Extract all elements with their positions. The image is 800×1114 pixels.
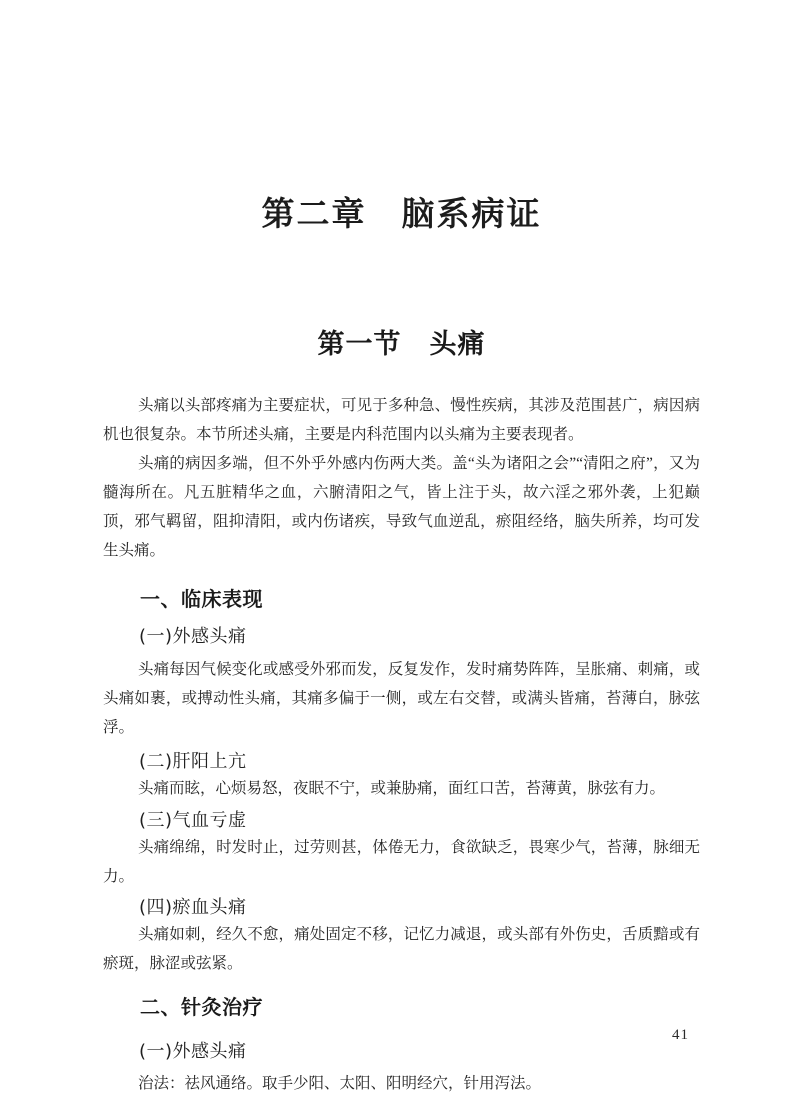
section-title: 第一节 头痛 — [317, 329, 486, 359]
paragraph-liver-yang-hyperactivity: 头痛而眩，心烦易怒，夜眠不宁，或兼胁痛，面红口苦，苔薄黄，脉弦有力。 — [138, 780, 666, 797]
page-number: 41 — [672, 1027, 689, 1043]
paragraph-exogenous-headache: 头痛每因气候变化或感受外邪而发，反复发作，发时痛势阵阵，呈胀痛、刺痛，或头痛如裹，或搏动性头痛，其痛多偏于一侧，或左右交替，或满头皆痛，苔薄白，脉弦浮。 — [103, 661, 700, 736]
subheading-blood-stasis-headache: (四)瘀血头痛 — [139, 897, 247, 918]
paragraph-qi-blood-deficiency: 头痛绵绵，时发时止，过劳则甚，体倦无力，食欲缺乏，畏寒少气，苔薄，脉细无力。 — [103, 839, 700, 885]
heading-acupuncture-treatment: 二、针灸治疗 — [140, 997, 263, 1019]
subheading-exogenous-headache: (一)外感头痛 — [139, 626, 247, 647]
heading-clinical-manifestations: 一、临床表现 — [140, 589, 263, 611]
subheading-qi-blood-deficiency: (三)气血亏虚 — [139, 810, 247, 831]
text-column — [103, 0, 700, 1098]
subheading-treatment-exogenous-headache: (一)外感头痛 — [139, 1041, 247, 1062]
intro-paragraph-2: 头痛的病因多端，但不外乎外感内伤两大类。盖“头为诸阳之会”“清阳之府”，又为髓海所在。凡五脏精华之血，六腑清阳之气，皆上注于头，故六淫之邪外袭，上犯巅顶，邪气羁留，阻抑清阳，或内伤诸疾，导致气血逆乱，瘀阻经络，脑失所养，均可发生头痛。 — [103, 455, 700, 559]
subheading-liver-yang-hyperactivity: (二)肝阳上亢 — [139, 751, 247, 772]
chapter-title: 第二章 脑系病证 — [261, 197, 542, 233]
intro-paragraph-1: 头痛以头部疼痛为主要症状，可见于多种急、慢性疾病，其涉及范围甚广，病因病机也很复杂。本节所述头痛，主要是内科范围内以头痛为主要表现者。 — [103, 397, 700, 443]
paragraph-blood-stasis-headache: 头痛如刺，经久不愈，痛处固定不移，记忆力减退，或头部有外伤史，舌质黯或有瘀斑，脉涩或弦紧。 — [103, 926, 700, 972]
paragraph-treatment-method: 治法：祛风通络。取手少阳、太阳、阳明经穴，针用泻法。 — [138, 1075, 542, 1092]
